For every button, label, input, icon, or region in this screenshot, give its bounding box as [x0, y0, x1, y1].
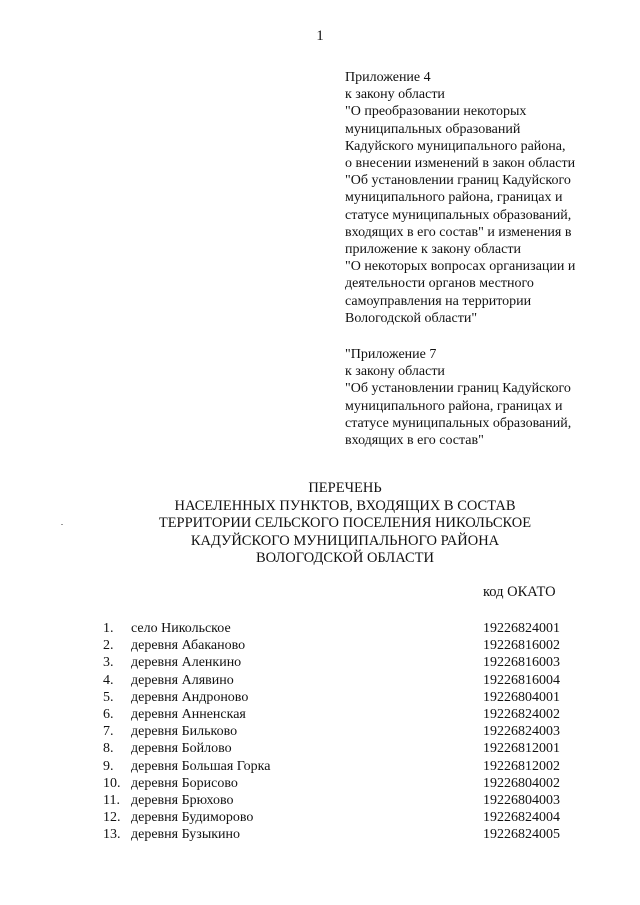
list-item	[0, 654, 640, 671]
list-item	[0, 809, 640, 826]
item-number: 13.	[103, 827, 121, 843]
list-item	[0, 826, 640, 843]
settlement-name: деревня Аленкино	[131, 655, 242, 671]
appendix-header-line: Приложение 4	[345, 70, 431, 85]
item-number: 11.	[103, 792, 120, 808]
appendix-header-line: "О преобразовании некоторых	[345, 104, 527, 120]
appendix-header-line: Вологодской области"	[345, 310, 478, 326]
okato-code: 19226816004	[483, 672, 560, 688]
appendix-header-line: приложение к закону области	[345, 242, 521, 258]
list-item	[0, 706, 640, 723]
settlement-name: деревня Бузыкино	[131, 827, 241, 843]
settlement-name: деревня Алявино	[131, 672, 234, 688]
okato-code: 19226804003	[483, 792, 560, 808]
okato-code: 19226804001	[483, 689, 560, 705]
appendix-quoted-line: муниципального района, границах и	[345, 398, 563, 414]
appendix-header-line: входящих в его состав" и изменения в	[345, 224, 572, 240]
item-number: 6.	[103, 706, 114, 722]
okato-code: 19226816003	[483, 655, 560, 671]
appendix-header-line: самоуправления на территории	[345, 293, 532, 309]
settlement-name: деревня Анненская	[131, 706, 246, 722]
appendix-quoted-line: к закону области	[345, 364, 445, 380]
title-line: ПЕРЕЧЕНЬ	[308, 480, 382, 496]
settlement-name: деревня Бойлово	[131, 741, 232, 757]
item-number: 3.	[103, 655, 114, 671]
list-item	[0, 758, 640, 775]
list-item	[0, 689, 640, 706]
settlement-name: деревня Абаканово	[131, 638, 246, 654]
settlement-name: деревня Большая Горка	[131, 758, 271, 774]
item-number: 4.	[103, 672, 114, 688]
item-number: 7.	[103, 724, 114, 740]
okato-code: 19226824003	[483, 724, 560, 740]
appendix-quoted	[345, 346, 615, 449]
item-number: 8.	[103, 741, 114, 757]
appendix-quoted-line: входящих в его состав"	[345, 433, 484, 449]
appendix-header-line: деятельности органов местного	[345, 276, 534, 292]
appendix-header-line: муниципального района, границах и	[345, 190, 563, 206]
list-item	[0, 792, 640, 809]
list-item	[0, 740, 640, 757]
settlement-name: деревня Бильково	[131, 724, 238, 740]
appendix-header-line: муниципальных образований	[345, 121, 521, 137]
item-number: 5.	[103, 689, 114, 705]
item-number: 12.	[103, 810, 121, 826]
title-line: ВОЛОГОДСКОЙ ОБЛАСТИ	[256, 550, 434, 567]
settlement-list	[0, 620, 640, 843]
appendix-quoted-line: "Приложение 7	[345, 347, 437, 362]
okato-code: 19226816002	[483, 638, 560, 654]
settlement-name: деревня Будиморово	[131, 810, 254, 826]
list-item	[0, 637, 640, 654]
okato-code: 19226824004	[483, 810, 560, 826]
settlement-name: деревня Андроново	[131, 689, 249, 705]
appendix-quoted-line: "Об установлении границ Кадуйского	[345, 381, 571, 397]
item-number: 2.	[103, 638, 114, 654]
appendix-quoted-line: статусе муниципальных образований,	[345, 415, 572, 431]
okato-code: 19226824001	[483, 621, 560, 636]
title-line: НАСЕЛЕННЫХ ПУНКТОВ, ВХОДЯЩИХ В СОСТАВ	[174, 497, 516, 514]
page-number: 1	[316, 28, 324, 44]
okato-column-header: код ОКАТО	[483, 584, 556, 600]
appendix-header-line: к закону области	[345, 87, 445, 103]
settlement-name: село Никольское	[131, 621, 231, 636]
okato-code: 19226812001	[483, 741, 560, 757]
title-line: КАДУЙСКОГО МУНИЦИПАЛЬНОГО РАЙОНА	[190, 532, 500, 549]
list-item	[0, 775, 640, 792]
okato-code: 19226824002	[483, 706, 560, 722]
document-title	[0, 480, 640, 568]
list-item	[0, 723, 640, 740]
okato-code: 19226824005	[483, 827, 560, 843]
appendix-header-line: о внесении изменений в закон области	[345, 156, 576, 172]
appendix-header-line: статусе муниципальных образований,	[345, 207, 572, 223]
list-item	[0, 620, 640, 637]
item-number: 1.	[103, 621, 114, 636]
item-number: 9.	[103, 758, 114, 774]
settlement-name: деревня Борисово	[131, 775, 238, 791]
settlement-name: деревня Брюхово	[131, 792, 234, 808]
list-item	[0, 672, 640, 689]
appendix-header-line: "О некоторых вопросах организации и	[345, 259, 576, 275]
item-number: 10.	[103, 775, 121, 791]
title-line: ТЕРРИТОРИИ СЕЛЬСКОГО ПОСЕЛЕНИЯ НИКОЛЬСКОЕ	[158, 515, 532, 532]
appendix-header-line: Кадуйского муниципального района,	[345, 138, 566, 154]
okato-code: 19226804002	[483, 775, 560, 791]
appendix-header-line: "Об установлении границ Кадуйского	[345, 173, 571, 189]
appendix-header	[345, 69, 615, 327]
okato-code: 19226812002	[483, 758, 560, 774]
